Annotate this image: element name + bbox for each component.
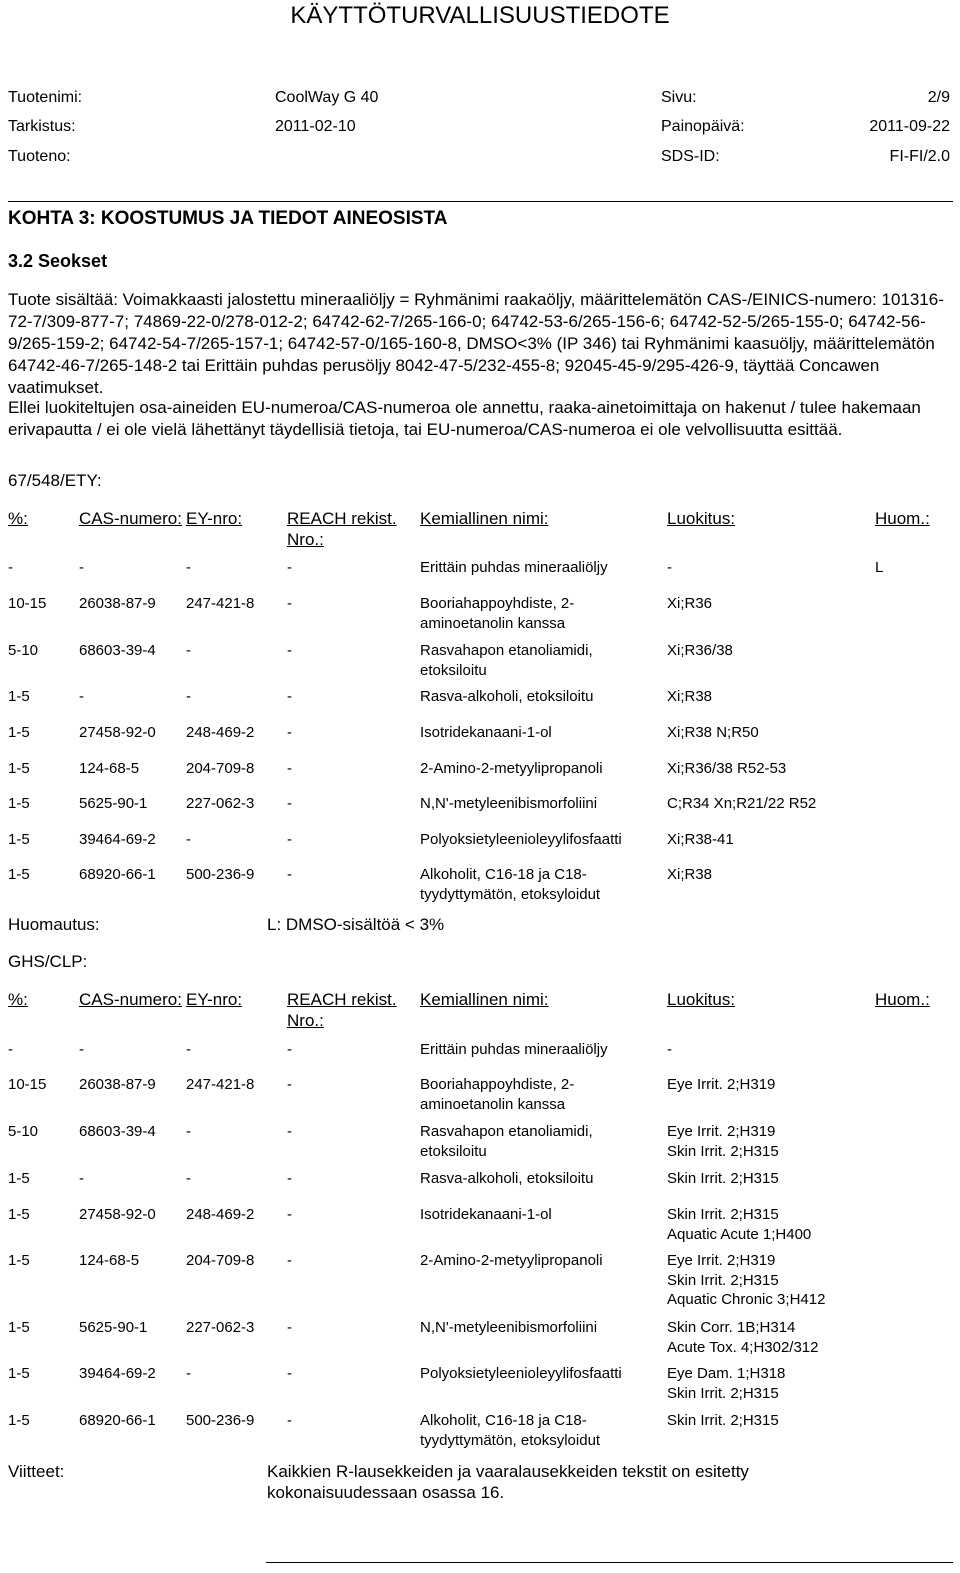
cell-cas-number: 68603-39-4 (79, 1123, 156, 1140)
cell-cas-number: 5625-90-1 (79, 795, 148, 812)
print-date-value: 2011-09-22 (869, 118, 950, 135)
cell-classification: C;R34 Xn;R21/22 R52 (667, 795, 817, 812)
header-percent: %: (8, 990, 28, 1009)
header-ec-number: EY-nro: (186, 509, 243, 528)
cell-chemical-name: Rasvahapon etanoliamidi, etoksiloitu (420, 642, 593, 679)
header-ec-number: EY-nro: (186, 990, 243, 1009)
cell-chemical-name: Alkoholit, C16-18 ja C18-tyydyttymätön, etoksyloidut (420, 1412, 601, 1449)
cell-ec-number: - (186, 688, 191, 705)
cell-chemical-name: Rasva-alkoholi, etoksiloitu (420, 1170, 594, 1187)
cell-classification: Xi;R38 N;R50 (667, 724, 759, 741)
header-reach-number: REACH rekist. Nro.: (287, 509, 397, 549)
cell-chemical-name: N,N'-metyleenibismorfoliini (420, 795, 598, 812)
cell-classification: Skin Irrit. 2;H315 Aquatic Acute 1;H400 (667, 1206, 812, 1243)
header-classification: Luokitus: (667, 509, 736, 528)
cell-note: L (875, 559, 884, 576)
cell-reach-number: - (287, 688, 292, 705)
cell-ec-number: 247-421-8 (186, 1076, 255, 1093)
cell-classification: Xi;R38-41 (667, 831, 734, 848)
cell-ec-number: - (186, 831, 191, 848)
sds-id-value: FI-FI/2.0 (889, 148, 950, 165)
header-divider (8, 201, 953, 202)
page-label: Sivu: (661, 89, 697, 106)
document-title: KÄYTTÖTURVALLISUUSTIEDOTE (290, 2, 670, 29)
cell-cas-number: - (79, 1170, 84, 1187)
cell-chemical-name: Booriahappoyhdiste, 2-aminoetanolin kanssa (420, 595, 575, 632)
cell-chemical-name: Booriahappoyhdiste, 2-aminoetanolin kanssa (420, 1076, 575, 1113)
table2-label: GHS/CLP: (8, 952, 88, 971)
note-label: Huomautus: (8, 915, 100, 934)
cell-classification: - (667, 1041, 672, 1058)
cell-percent: 1-5 (8, 724, 30, 741)
cell-cas-number: 68603-39-4 (79, 642, 156, 659)
cell-cas-number: 124-68-5 (79, 1252, 140, 1269)
cell-ec-number: 248-469-2 (186, 724, 255, 741)
cell-reach-number: - (287, 760, 292, 777)
cell-classification: - (667, 559, 672, 576)
cell-percent: 1-5 (8, 760, 30, 777)
cell-reach-number: - (287, 642, 292, 659)
cell-reach-number: - (287, 866, 292, 883)
cell-cas-number: 26038-87-9 (79, 1076, 156, 1093)
print-date-label: Painopäivä: (661, 118, 745, 135)
header-reach-number: REACH rekist. Nro.: (287, 990, 397, 1030)
cell-cas-number: 124-68-5 (79, 760, 140, 777)
header-chemical-name: Kemiallinen nimi: (420, 990, 549, 1009)
cell-percent: 1-5 (8, 1206, 30, 1223)
header-cas-number: CAS-numero: (79, 509, 182, 528)
sds-id-label: SDS-ID: (661, 148, 720, 165)
cell-chemical-name: 2-Amino-2-metyylipropanoli (420, 760, 603, 777)
cell-chemical-name: Isotridekanaani-1-ol (420, 1206, 552, 1223)
cell-percent: 1-5 (8, 1365, 30, 1382)
cell-reach-number: - (287, 1076, 292, 1093)
cell-cas-number: - (79, 688, 84, 705)
cell-percent: 1-5 (8, 688, 30, 705)
cell-percent: 5-10 (8, 642, 39, 659)
header-chemical-name: Kemiallinen nimi: (420, 509, 549, 528)
cell-chemical-name: Alkoholit, C16-18 ja C18-tyydyttymätön, etoksyloidut (420, 866, 601, 903)
cell-reach-number: - (287, 1319, 292, 1336)
cell-classification: Skin Corr. 1B;H314 Acute Tox. 4;H302/312 (667, 1319, 819, 1356)
cell-ec-number: - (186, 1041, 191, 1058)
cell-percent: 1-5 (8, 831, 30, 848)
cell-ec-number: - (186, 1170, 191, 1187)
cell-ec-number: 248-469-2 (186, 1206, 255, 1223)
cell-cas-number: 26038-87-9 (79, 595, 156, 612)
cell-classification: Xi;R38 (667, 688, 713, 705)
cell-cas-number: - (79, 1041, 84, 1058)
cell-percent: 1-5 (8, 866, 30, 883)
section-title: KOHTA 3: KOOSTUMUS JA TIEDOT AINEOSISTA (8, 208, 448, 229)
cell-percent: 10-15 (8, 595, 47, 612)
cell-classification: Xi;R36 (667, 595, 713, 612)
cell-cas-number: 27458-92-0 (79, 724, 156, 741)
cell-percent: 10-15 (8, 1076, 47, 1093)
cell-classification: Eye Irrit. 2;H319 Skin Irrit. 2;H315 Aquatic Chronic 3;H412 (667, 1252, 826, 1308)
product-number-label: Tuoteno: (8, 148, 71, 165)
header-classification: Luokitus: (667, 990, 736, 1009)
cell-ec-number: 227-062-3 (186, 1319, 255, 1336)
references-label: Viitteet: (8, 1462, 65, 1481)
cell-percent: 1-5 (8, 795, 30, 812)
revision-value: 2011-02-10 (275, 118, 356, 135)
footer-divider (266, 1562, 953, 1563)
cell-chemical-name: Erittäin puhdas mineraaliöljy (420, 559, 608, 576)
cell-chemical-name: Rasva-alkoholi, etoksiloitu (420, 688, 594, 705)
cell-chemical-name: 2-Amino-2-metyylipropanoli (420, 1252, 603, 1269)
cell-chemical-name: Rasvahapon etanoliamidi, etoksiloitu (420, 1123, 593, 1160)
cell-percent: 1-5 (8, 1319, 30, 1336)
cell-percent: 1-5 (8, 1170, 30, 1187)
cell-ec-number: - (186, 559, 191, 576)
cell-percent: 1-5 (8, 1412, 30, 1429)
cell-cas-number: 39464-69-2 (79, 1365, 156, 1382)
cell-classification: Eye Irrit. 2;H319 Skin Irrit. 2;H315 (667, 1123, 779, 1160)
cell-ec-number: 204-709-8 (186, 760, 255, 777)
cell-cas-number: 68920-66-1 (79, 866, 156, 883)
header-percent: %: (8, 509, 28, 528)
cell-ec-number: 500-236-9 (186, 866, 255, 883)
header-cas-number: CAS-numero: (79, 990, 182, 1009)
cell-percent: 5-10 (8, 1123, 39, 1140)
cell-ec-number: - (186, 1365, 191, 1382)
cell-cas-number: 68920-66-1 (79, 1412, 156, 1429)
cell-chemical-name: Polyoksietyleenioleyylifosfaatti (420, 1365, 622, 1382)
cell-percent: - (8, 1041, 13, 1058)
cell-chemical-name: Polyoksietyleenioleyylifosfaatti (420, 831, 622, 848)
disclaimer-paragraph: Ellei luokiteltujen osa-aineiden EU-numeroa/CAS-numeroa ole annettu, raaka-ainetoimittaja on hakenut / tulee hakemaan erivapautta / ei ole vielä lähettänyt täydellisiä tietoja, tai EU-numeroa/CAS-numeroa ei ole velvollisuutta esittää. (8, 398, 921, 439)
cell-ec-number: 500-236-9 (186, 1412, 255, 1429)
note-value: L: DMSO-sisältöä < 3% (267, 915, 445, 934)
cell-percent: 1-5 (8, 1252, 30, 1269)
cell-reach-number: - (287, 1412, 292, 1429)
cell-reach-number: - (287, 559, 292, 576)
cell-reach-number: - (287, 1170, 292, 1187)
cell-chemical-name: Erittäin puhdas mineraaliöljy (420, 1041, 608, 1058)
cell-reach-number: - (287, 724, 292, 741)
cell-cas-number: 39464-69-2 (79, 831, 156, 848)
composition-paragraph: Tuote sisältää: Voimakkaasti jalostettu mineraaliöljy = Ryhmänimi raakaöljy, määrittelemätön CAS-/EINICS-numero: 101316-72-7/309-877-7; 74869-22-0/278-012-2; 64742-62-7/265-166-0; 64742-53-6/265-156-6; 64742-52-5/265-155-0; 64742-56-9/265-159-2; 64742-54-7/265-157-1; 64742-57-0/165-160-8, DMSO<3% (IP 346) tai Ryhmänimi kaasuöljy, määrittelemätön 64742-46-7/265-148-2 tai Erittäin puhdas perusöljy 8042-47-5/232-455-8; 92045-45-9/295-426-9, täyttää Concawen vaatimukset. (8, 290, 944, 397)
cell-ec-number: 227-062-3 (186, 795, 255, 812)
subsection-title: 3.2 Seokset (8, 251, 108, 271)
header-note: Huom.: (875, 509, 930, 528)
page-value: 2/9 (927, 89, 950, 106)
cell-percent: - (8, 559, 13, 576)
cell-reach-number: - (287, 1365, 292, 1382)
product-name-label: Tuotenimi: (8, 89, 83, 106)
cell-classification: Skin Irrit. 2;H315 (667, 1412, 779, 1429)
cell-ec-number: 247-421-8 (186, 595, 255, 612)
product-name-value: CoolWay G 40 (275, 89, 379, 106)
cell-classification: Eye Dam. 1;H318 Skin Irrit. 2;H315 (667, 1365, 786, 1402)
cell-ec-number: 204-709-8 (186, 1252, 255, 1269)
cell-chemical-name: N,N'-metyleenibismorfoliini (420, 1319, 598, 1336)
revision-label: Tarkistus: (8, 118, 76, 135)
cell-reach-number: - (287, 831, 292, 848)
table1-label: 67/548/ETY: (8, 471, 102, 490)
cell-reach-number: - (287, 795, 292, 812)
cell-reach-number: - (287, 1041, 292, 1058)
cell-cas-number: 27458-92-0 (79, 1206, 156, 1223)
cell-cas-number: 5625-90-1 (79, 1319, 148, 1336)
references-value: Kaikkien R-lausekkeiden ja vaaralausekkeiden tekstit on esitetty kokonaisuudessaan osassa 16. (267, 1462, 749, 1502)
cell-reach-number: - (287, 1123, 292, 1140)
header-note: Huom.: (875, 990, 930, 1009)
cell-classification: Skin Irrit. 2;H315 (667, 1170, 779, 1187)
cell-reach-number: - (287, 1252, 292, 1269)
cell-ec-number: - (186, 1123, 191, 1140)
cell-chemical-name: Isotridekanaani-1-ol (420, 724, 552, 741)
cell-reach-number: - (287, 595, 292, 612)
cell-classification: Xi;R36/38 R52-53 (667, 760, 787, 777)
cell-cas-number: - (79, 559, 84, 576)
cell-classification: Xi;R36/38 (667, 642, 733, 659)
cell-classification: Xi;R38 (667, 866, 713, 883)
cell-classification: Eye Irrit. 2;H319 (667, 1076, 776, 1093)
cell-reach-number: - (287, 1206, 292, 1223)
cell-ec-number: - (186, 642, 191, 659)
